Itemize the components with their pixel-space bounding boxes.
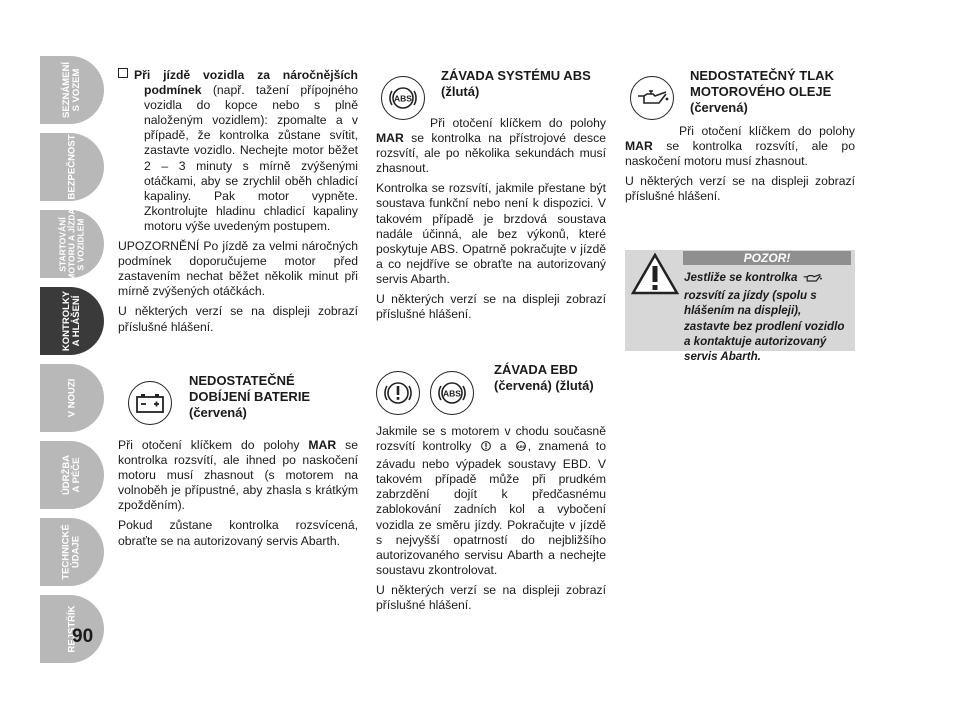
ebd-paragraph-2: U některých verzí se na displeji zobrazí příslušné hlášení. bbox=[376, 582, 606, 613]
text-run: Při otočení klíčkem do polohy bbox=[430, 116, 606, 130]
battery-icon bbox=[128, 381, 172, 425]
warning-heading: POZOR! bbox=[683, 251, 851, 265]
page-number: 90 bbox=[72, 626, 94, 647]
text-run: se kontrolka rozsvítí, ale po naskočení motoru musí zhasnout. bbox=[625, 139, 855, 169]
battery-paragraph-1 bbox=[118, 438, 358, 513]
brake-warning-icon bbox=[376, 371, 420, 415]
key-position-mar: MAR bbox=[625, 139, 653, 154]
abs-title: ZÁVADA SYSTÉMU ABS (žlutá) bbox=[441, 68, 591, 99]
text-run: se kontrolka na přístrojové desce rozsvítí, ale po několika sekundách musí zhasnout. bbox=[376, 131, 606, 176]
abs-icon bbox=[430, 371, 474, 415]
key-position-mar: MAR bbox=[308, 438, 337, 452]
ebd-title: ZÁVADA EBD (červená) (žlutá) bbox=[494, 362, 594, 393]
tab-label: BEZPEČNOST bbox=[66, 134, 77, 200]
bullet-bold-text: Při jízdě vozidla za náročnějších podmínek bbox=[134, 68, 358, 98]
column-1 bbox=[118, 68, 358, 340]
warning-text bbox=[632, 270, 850, 364]
oil-title: NEDOSTATEČNÝ TLAK MOTOROVÉHO OLEJE (červená) bbox=[690, 68, 834, 115]
warning-text-indent bbox=[632, 270, 850, 364]
abs-paragraph-3: U některých verzí se na displeji zobrazí příslušné hlášení. bbox=[376, 292, 606, 322]
abs-icon bbox=[514, 439, 528, 457]
tab-label: STARTOVÁNÍ MOTORU A JÍZDA S VOZIDLEM bbox=[57, 207, 86, 281]
tab-label: ÚDRŽBA A PÉČE bbox=[60, 454, 82, 496]
tab-technicke-udaje[interactable] bbox=[40, 518, 104, 586]
oil-title-box bbox=[690, 68, 855, 116]
text-run: a bbox=[492, 439, 514, 454]
key-position-mar: MAR bbox=[376, 131, 404, 146]
tab-udrzba[interactable] bbox=[40, 441, 104, 509]
oil-body bbox=[625, 124, 855, 209]
oil-can-icon bbox=[630, 76, 674, 120]
tab-label: REJSTŘÍK bbox=[65, 605, 77, 653]
ebd-paragraph-1 bbox=[376, 424, 606, 578]
oil-can-icon bbox=[801, 272, 823, 288]
abs-paragraph-2: Kontrolka se rozsvítí, jakmile přestane být soustava funkční nebo není k dispozici. V takovém případě je brzdová soustava nadále účinná, ale bez výkonů, které poskytuje ABS. Opatrně pokračujte v jízdě a co nejdříve se obraťte na autorizovaný servis Abarth. bbox=[376, 181, 606, 286]
tab-startovani[interactable] bbox=[40, 207, 104, 281]
tab-seznameni[interactable] bbox=[40, 56, 104, 124]
bullet-text: (např. tažení přípojného vozidla do kopce nebo s plně naloženým vozidlem): zpomalte a v případě, že kontrolka zůstane svítit, zastavte vozidlo. Nechejte motor běžet 2 – 3 minuty s mírně zvýšenými otáčkami, aby se zrychlil oběh chladicí kapaliny. Pak motor vypněte. Zkontrolujte hladinu chladicí kapaliny motoru výše uvedeným postupem. bbox=[144, 83, 358, 233]
abs-icon bbox=[381, 76, 425, 120]
battery-title-box bbox=[189, 373, 359, 421]
text-run: Při otočení klíčkem do polohy bbox=[679, 124, 855, 138]
text-run: rozsvítí za jízdy (spolu s hlášením na displeji), zastavte bez prodlení vozidlo a kontaktuje autorizovaný servis Abarth. bbox=[684, 289, 845, 364]
text-run: se kontrolka rozsvítí, ale ihned po naskočení motoru musí zhasnout (s motorem na volnoběh je přípustné, aby zhasla s krátkým zpožděním). bbox=[118, 438, 358, 513]
svg-text:ABS: ABS bbox=[394, 93, 412, 104]
abs-body bbox=[376, 116, 606, 327]
ebd-title-box bbox=[494, 362, 604, 394]
text-run: Jakmile se s motorem v chodu současně rozsvítí kontrolky bbox=[376, 424, 606, 454]
tab-v-nouzi[interactable] bbox=[40, 364, 104, 432]
tab-kontrolky[interactable] bbox=[40, 287, 104, 355]
svg-text:ABS: ABS bbox=[516, 443, 525, 449]
ebd-body bbox=[376, 424, 606, 618]
oil-paragraph-2: U některých verzí se na displeji zobrazí příslušné hlášení. bbox=[625, 174, 855, 204]
tab-bezpecnost[interactable] bbox=[40, 133, 104, 201]
battery-title: NEDOSTATEČNÉ DOBÍJENÍ BATERIE (červená) bbox=[189, 373, 311, 420]
bullet-paragraph bbox=[118, 68, 358, 234]
battery-body bbox=[118, 438, 358, 554]
tab-label: SEZNÁMENÍ S VOZEM bbox=[60, 62, 82, 118]
text-run: Jestliže se kontrolka bbox=[684, 271, 801, 284]
battery-paragraph-2: Pokud zůstane kontrolka rozsvícená, obraťte se na autorizovaný servis Abarth. bbox=[118, 518, 358, 548]
brake-warning-icon bbox=[479, 439, 493, 457]
checkbox-bullet-icon bbox=[118, 68, 128, 78]
tab-label: KONTROLKY A HLÁŠENÍ bbox=[60, 290, 82, 352]
abs-title-box bbox=[441, 68, 611, 100]
text-run: , znamená to závadu nebo výpadek soustavy EBD. V takovém případě může při prudkém zabrzdění dojít k předčasnému zablokování zadních kol a vybočení vozidla ze směru jízdy. Pokračujte v jízdě s nejvyšší opatrností do nejbližšího autorizovaného servisu Abarth a nechejte soustavu zkontrolovat. bbox=[376, 439, 606, 577]
oil-paragraph-1 bbox=[625, 124, 855, 169]
svg-text:ABS: ABS bbox=[443, 388, 461, 399]
abs-paragraph-1 bbox=[376, 116, 606, 176]
tab-label: TECHNICKÉ ÚDAJE bbox=[60, 524, 82, 580]
text-run: Při otočení klíčkem do polohy bbox=[118, 438, 309, 452]
note-paragraph: UPOZORNĚNÍ Po jízdě za velmi náročných podmínek doporučujeme motor před zastavením nechat běžet několik minut při mírně zvýšených otáčkách. bbox=[118, 239, 358, 299]
tab-label: V NOUZI bbox=[66, 378, 77, 418]
display-note-paragraph: U některých verzí se na displeji zobrazí příslušné hlášení. bbox=[118, 304, 358, 334]
